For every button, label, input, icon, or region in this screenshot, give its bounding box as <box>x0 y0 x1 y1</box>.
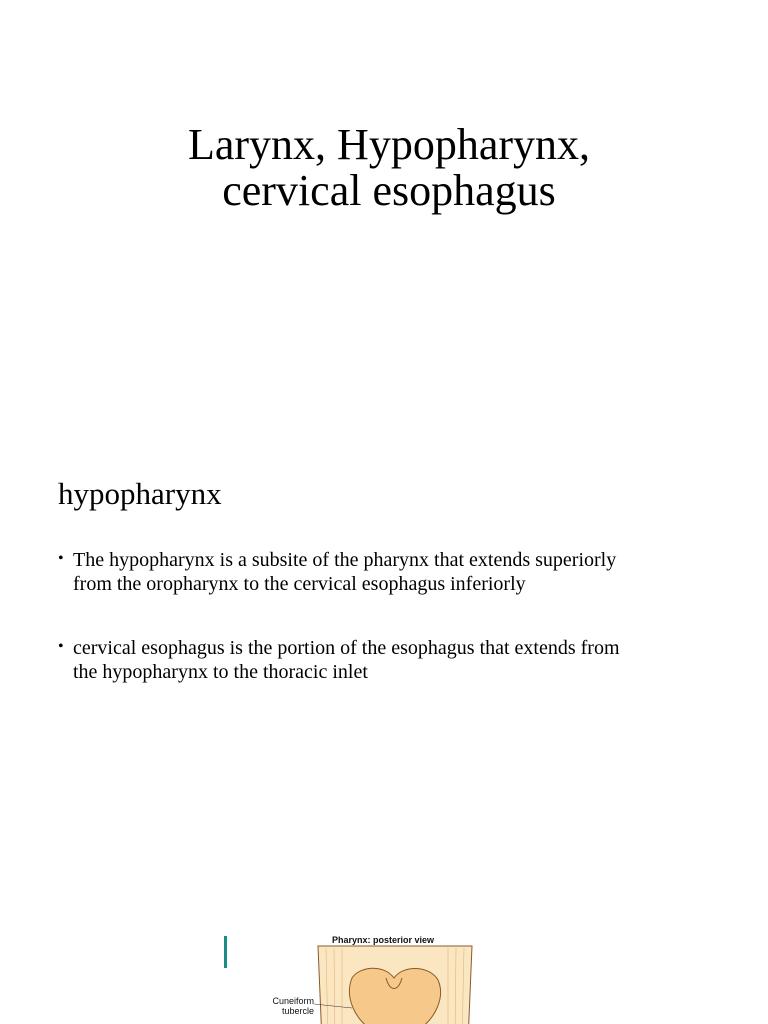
bullet-line: The hypopharynx is a subsite of the pharynx that extends superiorly <box>73 549 617 571</box>
bullet-line: the hypopharynx to the thoracic inlet <box>73 661 368 683</box>
hypopharynx-slide <box>0 440 768 880</box>
anatomy-slide <box>0 900 768 1024</box>
bullet-list <box>58 548 728 684</box>
title-line-2: cervical esophagus <box>222 166 556 215</box>
bullet-item <box>58 636 728 684</box>
bullet-line: cervical esophagus is the portion of the esophagus that extends from <box>73 637 620 659</box>
label-line: tubercle <box>281 1006 314 1016</box>
slide-title <box>0 122 768 214</box>
figure-title: Pharynx: posterior view <box>332 935 435 945</box>
title-slide <box>0 0 768 400</box>
label-line: Cuneiform <box>272 996 314 1006</box>
cuneiform-tubercle-label <box>256 996 314 1016</box>
title-line-1: Larynx, Hypopharynx, <box>187 120 590 169</box>
laryngeal-inlet <box>349 968 440 1024</box>
pharynx-figure <box>256 932 486 1024</box>
bullet-line: from the oropharynx to the cervical esophagus inferiorly <box>73 573 526 595</box>
slide-heading: hypopharynx <box>58 476 222 511</box>
bullet-item <box>58 548 728 596</box>
accent-bar <box>224 936 227 968</box>
